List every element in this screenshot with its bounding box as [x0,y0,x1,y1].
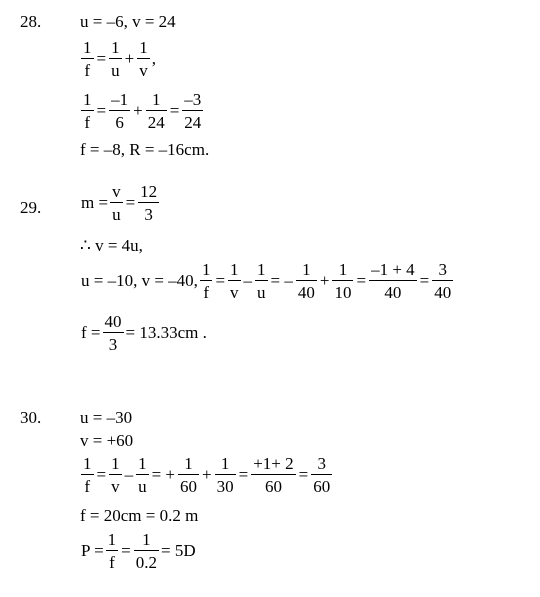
fraction: $\frac{3}{40}$ [434,260,452,302]
fraction: $\frac{1}{f}$ [201,260,211,302]
lens-formula-equation: $\frac{1}{f}$ = $\frac{1}{u}$ + $\frac{1}{v}$ , [83,38,156,80]
power-equation: P = $\frac{1}{f}$ = $\frac{1}{0.2}$ = 5D [81,530,196,572]
substituted-equation: $\frac{1}{f}$ = $\frac{-1}{6}$ + $\frac{1}{24}$ = $\frac{-3}{24}$ [83,90,202,132]
therefore-line: ∴ v = 4u, [80,236,143,255]
fraction: $\frac{3}{60}$ [313,454,331,496]
result-line: f = –8, R = –16cm. [80,140,210,159]
fraction: $\frac{1}{f}$ [83,90,92,132]
focal-length-line: f = 20cm = 0.2 m [80,506,199,525]
fraction: $\frac{-1 + 4}{40}$ [371,260,415,302]
question-number: 28. [20,12,42,31]
fraction: $\frac{1}{u}$ [138,454,147,496]
focal-length-result: f = $\frac{40}{3}$ = 13.33cm . [81,312,207,354]
fraction: $\frac{1}{40}$ [297,260,315,302]
fraction: $\frac{1}{f}$ [83,38,92,80]
fraction: $\frac{12}{3}$ [140,182,158,224]
fraction: $\frac{1}{60}$ [180,454,198,496]
fraction: $\frac{1}{10}$ [334,260,352,302]
fraction: $\frac{1}{u}$ [257,260,266,302]
fraction: $\frac{1}{u}$ [111,38,120,80]
lens-formula-equation: $\frac{1}{f}$ = $\frac{1}{v}$ – $\frac{1}{u}$ = + $\frac{1}{60}$ + $\frac{1}{30}$ = $\frac{+1+ 2}{60}$ = $\frac{3}{60}$ [83,454,331,496]
given-values: u = –6, v = 24 [80,12,176,31]
question-number: 29. [20,198,42,217]
fraction: $\frac{v}{u}$ [112,182,121,224]
fraction: $\frac{1}{f}$ [83,454,92,496]
fraction: $\frac{1}{v}$ [139,38,148,80]
fraction: $\frac{-3}{24}$ [184,90,202,132]
fraction: $\frac{1}{v}$ [111,454,120,496]
fraction: $\frac{1}{0.2}$ [135,530,158,572]
object-distance: u = –30 [80,408,133,427]
fraction: $\frac{+1+ 2}{60}$ [253,454,294,496]
magnification-equation: m = $\frac{v}{u}$ = $\frac{12}{3}$ [81,182,158,224]
fraction: $\frac{1}{30}$ [216,454,234,496]
fraction: $\frac{40}{3}$ [104,312,122,354]
fraction: $\frac{1}{v}$ [230,260,239,302]
image-distance: v = +60 [80,431,134,450]
fraction: $\frac{-1}{6}$ [111,90,129,132]
lens-formula-equation: u = –10, v = –40, $\frac{1}{f}$ = $\frac{1}{v}$ – $\frac{1}{u}$ = – $\frac{1}{40}$ + $\frac{1}{10}$ = $\frac{-1 + 4}{40}$ = $\frac{3}{40}$ [81,260,452,302]
fraction: $\frac{1}{24}$ [147,90,165,132]
fraction: $\frac{1}{f}$ [107,530,117,572]
question-number: 30. [20,408,42,427]
